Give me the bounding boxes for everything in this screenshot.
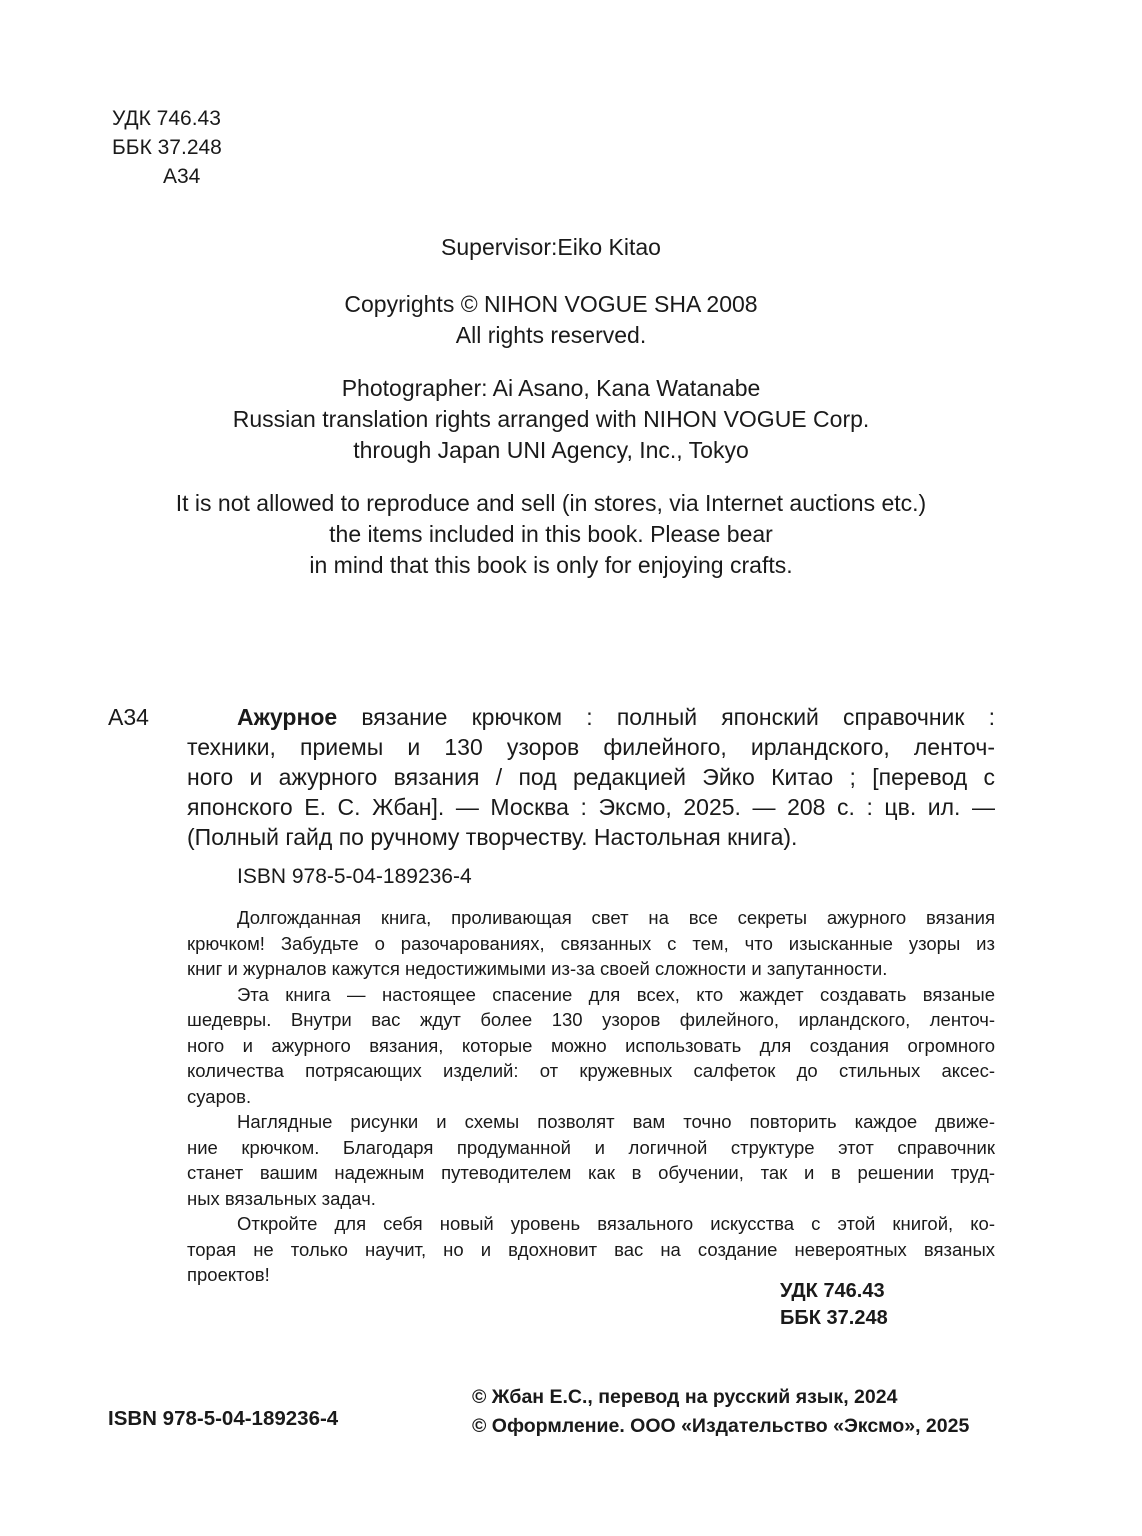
udk-bottom: УДК 746.43 [780, 1280, 885, 1302]
catalog-line-5: (Полный гайд по ручному творчеству. Настольная книга). [187, 824, 798, 850]
catalog-line-4: японского Е. С. Жбан]. — Москва : Эксмо, 2025. — 208 с. : цв. ил. — [187, 794, 995, 820]
notice-line-2: the items included in this book. Please bear [329, 521, 773, 547]
annotation-p3-line-2: ние крючком. Благодаря продуманной и логичной структуре этот справочник [187, 1136, 995, 1158]
annotation-p3-line-3: станет вашим надежным путеводителем как в обучении, так и в решении труд- [187, 1162, 995, 1183]
annotation [187, 905, 995, 1288]
catalog-title-bold: Ажурное [237, 704, 338, 730]
catalog-entry [187, 702, 995, 852]
author-mark-top: А34 [163, 165, 201, 188]
notice-line-1: It is not allowed to reproduce and sell (in stores, via Internet auctions etc.) [175, 490, 927, 516]
catalog-line-3: ного и ажурного вязания / под редакцией Эйко Китао ; [перевод с [187, 764, 995, 790]
annotation-p1-line-3: книг и журналов кажутся недостижимыми из-за своей сложности и запутанности. [187, 958, 888, 979]
copyright-block [100, 289, 1002, 351]
annotation-p2-line-5: суаров. [187, 1085, 252, 1107]
annotation-p3-line-1: Наглядные рисунки и схемы позволят вам точно повторить каждое движе- [237, 1111, 995, 1132]
annotation-p1-line-1: Долгожданная книга, проливающая свет на все секреты ажурного вязания [237, 907, 995, 928]
annotation-p1-line-2: крючком! Забудьте о разочарованиях, связанных с тем, что изысканные узоры из [187, 932, 995, 954]
annotation-p2-line-2: шедевры. Внутри вас ждут более 130 узоров филейного, ирландского, ленточ- [187, 1009, 995, 1030]
footer-isbn: ISBN 978-5-04-189236-4 [108, 1407, 339, 1430]
annotation-p2-line-3: ного и ажурного вязания, которые можно использовать для создания огромного [187, 1034, 995, 1056]
supervisor-line: Supervisor:Eiko Kitao [441, 234, 661, 260]
bbk-top: ББК 37.248 [112, 136, 222, 159]
annotation-p2-line-1: Эта книга — настоящее спасение для всех, кто жаждет создавать вязаные [237, 983, 995, 1005]
copyright-line-1: Copyrights © NIHON VOGUE SHA 2008 [344, 291, 758, 317]
rights-line-2: through Japan UNI Agency, Inc., Tokyo [353, 437, 749, 463]
catalog-line-1 [187, 702, 995, 732]
annotation-p4-line-1: Откройте для себя новый уровень вязального искусства с этой книгой, ко- [237, 1213, 995, 1234]
rights-line-1: Russian translation rights arranged with NIHON VOGUE Corp. [232, 406, 870, 432]
notice-block [100, 488, 1002, 581]
notice-line-3: in mind that this book is only for enjoying crafts. [309, 552, 793, 578]
catalog-isbn: ISBN 978-5-04-189236-4 [237, 865, 472, 888]
annotation-p3-line-4: ных вязальных задач. [187, 1187, 376, 1209]
annotation-p4-line-2: торая не только научит, но и вдохновит вас на создание невероятных вязаных [187, 1238, 995, 1260]
annotation-p4-line-3: проектов! [187, 1264, 270, 1285]
footer-copyright-translation: © Жбан Е.С., перевод на русский язык, 2024 [472, 1386, 898, 1408]
catalog-author-mark: А34 [108, 704, 149, 730]
supervisor-credit [100, 232, 1002, 263]
udk-top: УДК 746.43 [112, 107, 221, 130]
copyright-line-2: All rights reserved. [455, 322, 647, 348]
catalog-line-2: техники, приемы и 130 узоров филейного, ирландского, ленточ- [187, 734, 995, 760]
photographer-line: Photographer: Ai Asano, Kana Watanabe [341, 375, 761, 401]
annotation-p2-line-4: количества потрясающих изделий: от кружевных салфеток до стильных аксес- [187, 1060, 995, 1081]
footer-copyright-design: © Оформление. ООО «Издательство «Эксмо», 2025 [472, 1415, 970, 1437]
catalog-line-1-rest: вязание крючком : полный японский справочник : [337, 704, 995, 730]
bbk-bottom: ББК 37.248 [780, 1307, 888, 1329]
photographer-block [100, 373, 1002, 466]
